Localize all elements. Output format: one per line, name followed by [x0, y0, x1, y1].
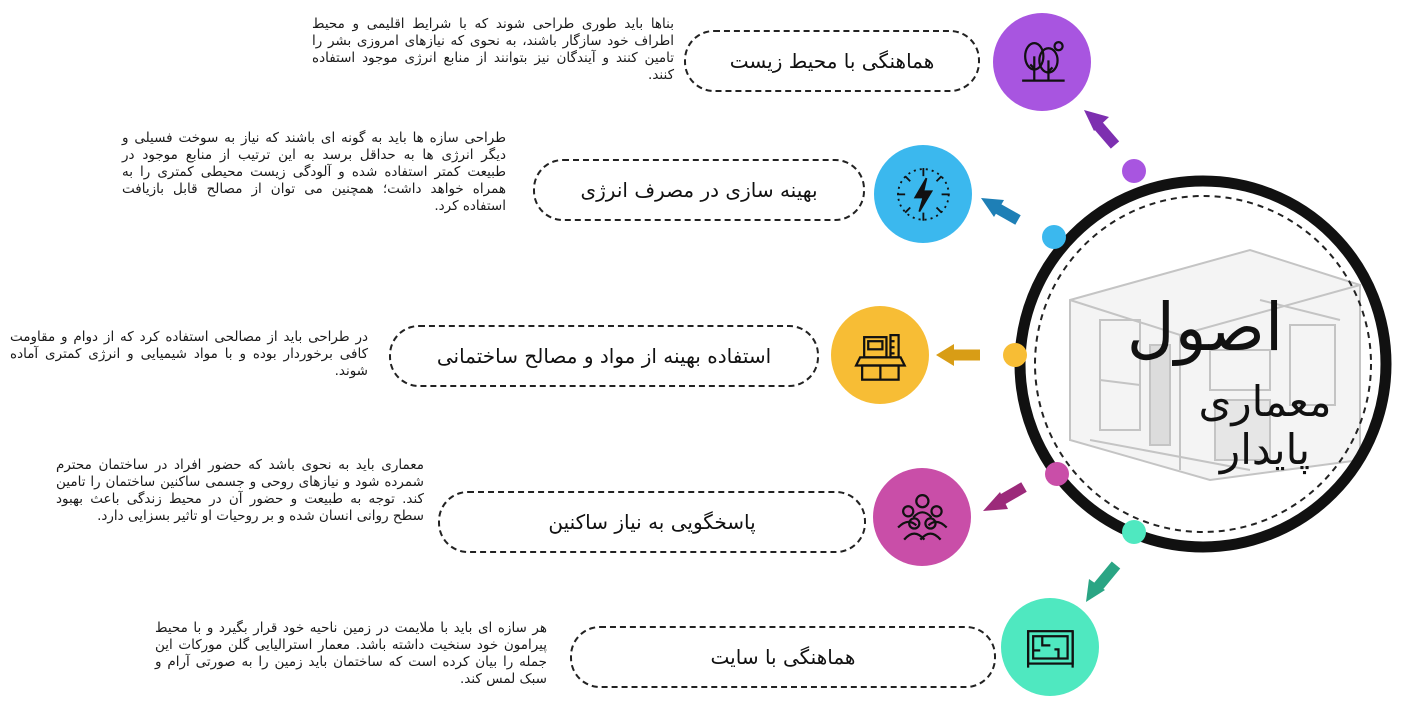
title-line-1: اصول [1126, 289, 1284, 366]
item-4-description: معماری باید به نحوی باشد که حضور افراد در ساختمان محترم شمرده شود و نیازهای روحی و جسمی ساکنین ساختمان را تامین کند. توجه به طبیعت و حضور آن در محیط زندگی باعث بهبود سطح روانی انسان شده و بر روحیات او تاثیر بسزایی دارد. [56, 457, 424, 524]
connector-dot-1 [1122, 159, 1146, 183]
item-1-description: بناها باید طوری طراحی شوند که با شرایط اقلیمی و محیط اطراف خود سازگار باشند، به نحوی که نیازهای امروزی بشر را تامین کنند و آیندگان نیز بتوانند از منابع انرژی موجود استفاده کنند. [312, 16, 674, 83]
site-plan-icon [1001, 598, 1099, 696]
item-4-label: پاسخگویی به نیاز ساکنین [438, 491, 866, 553]
item-5-description: هر سازه ای باید با ملایمت در زمین ناحیه خود قرار بگیرد و با محیط پیرامون خود سنخیت داشته باشد. معمار استرالیایی گلن مورکات این جمله را بیان کرده است که ساختمان باید زمین را به صورتی آرام و سبک لمس کند. [155, 620, 547, 687]
connector-dot-4 [1045, 462, 1069, 486]
connector-dot-2 [1042, 225, 1066, 249]
item-3-label: استفاده بهینه از مواد و مصالح ساختمانی [389, 325, 819, 387]
people-group-icon [873, 468, 971, 566]
item-5-label: هماهنگی با سایت [570, 626, 996, 688]
arrow-4 [983, 487, 1024, 511]
arrow-1 [1084, 110, 1115, 145]
item-3-description: در طراحی باید از مصالحی استفاده کرد که از دوام و مقاومت کافی برخوردار بوده و با مواد شیمیایی و انرژی کمتری آماده شوند. [10, 329, 368, 379]
arrow-3 [936, 344, 980, 366]
title-line-2: معماری پایدار [1198, 377, 1332, 474]
arrow-5 [1086, 565, 1116, 602]
materials-box-icon [831, 306, 929, 404]
lightning-icon [874, 145, 972, 243]
arrow-2 [981, 198, 1018, 220]
item-1-label: هماهنگی با محیط زیست [684, 30, 980, 92]
trees-icon [993, 13, 1091, 111]
item-2-description: طراحی سازه ها باید به گونه ای باشند که نیاز به سوخت فسیلی و دیگر انرژی ها به حداقل برسد به این ترتیب از منابع موجود در طبیعت کمتر استفاده شده و آلودگی زیست محیطی کمتری را به همراه خواهد داشت؛ همچنین می توان از مصالح قابل بازیافت استفاده کرد. [122, 130, 506, 214]
connector-dot-5 [1122, 520, 1146, 544]
connector-dot-3 [1003, 343, 1027, 367]
item-2-label: بهینه سازی در مصرف انرژی [533, 159, 865, 221]
